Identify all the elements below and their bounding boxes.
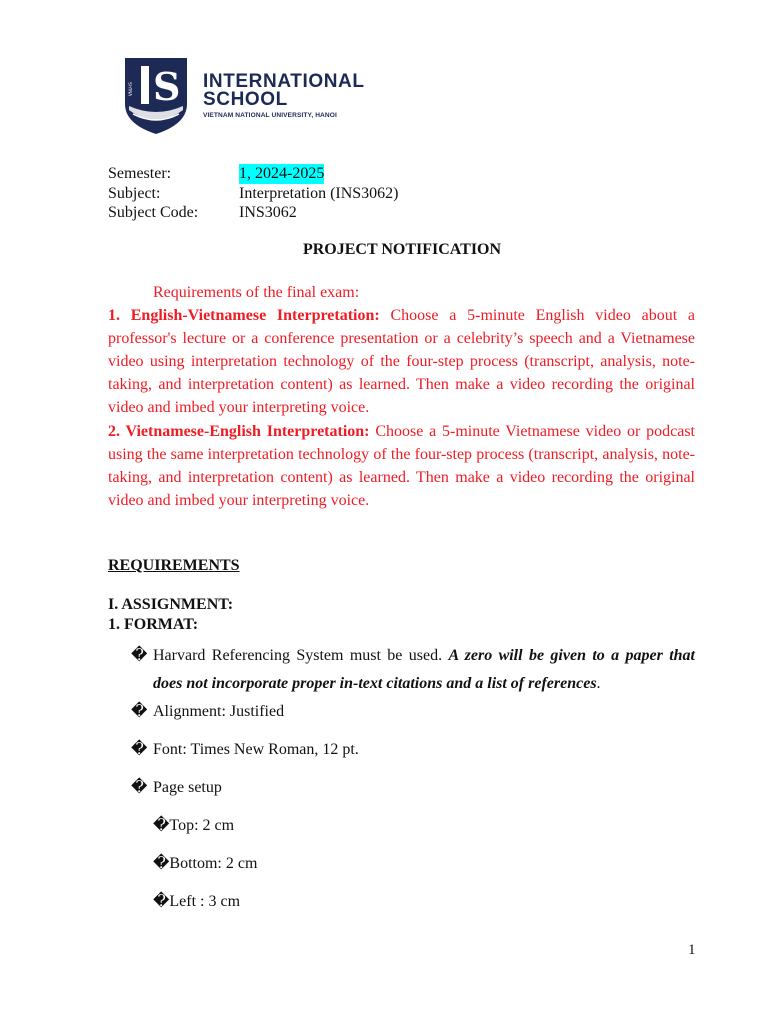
- bullet2-text: Alignment: Justified: [153, 703, 285, 720]
- item1-heading: 1. English-Vietnamese Interpretation:: [108, 307, 380, 324]
- subject-label: Subject:: [108, 184, 161, 202]
- bullet-marker-icon: �: [131, 741, 148, 758]
- final-exam-item-2: [108, 420, 695, 512]
- format-bullet-page-setup: [131, 774, 222, 802]
- subject-code-label: Subject Code:: [108, 204, 199, 221]
- item2-heading: 2. Vietnamese-English Interpretation:: [108, 423, 370, 440]
- semester-value: 1, 2024-2025: [239, 165, 325, 182]
- item2-text: Choose a 5-minute Vietnamese video or podcast using the same interpretation technology of the four-step process (transcript, analysis, note-taking, and interpretation content) as learned. Then make a video recording the original video and imbed your interpreting voice.: [108, 423, 695, 509]
- item1-text: Choose a 5-minute English video about a professor's lecture or a conference presentation or a celebrity’s speech and a Vietnamese video using interpretation technology of the four-step process (transcript, analysis, note-taking, and interpretation content) as learned. Then make a video recording the original video and imbed your interpreting voice.: [108, 307, 696, 416]
- subject-value: Interpretation (INS3062): [239, 184, 399, 202]
- bullet-marker-icon: �: [131, 647, 148, 664]
- page-title: PROJECT NOTIFICATION: [302, 241, 502, 258]
- page-setup-left: [153, 888, 240, 916]
- school-name-line1: INTERNATIONAL: [203, 71, 365, 92]
- bullet-marker-icon: �: [131, 703, 148, 720]
- page-number: 1: [688, 942, 696, 958]
- school-name: [203, 73, 365, 119]
- semester-label: Semester:: [108, 165, 172, 182]
- page-setup-left-text: Left : 3 cm: [169, 893, 241, 910]
- svg-text:VNU-IS: VNU-IS: [128, 82, 133, 96]
- page-setup-top-text: Top: 2 cm: [169, 817, 235, 834]
- bullet3-text: Font: Times New Roman, 12 pt.: [153, 741, 359, 758]
- sub-marker-icon: �: [153, 855, 170, 872]
- bullet1-end: .: [596, 675, 601, 692]
- format-bullet-referencing: [131, 642, 696, 692]
- bullet-marker-icon: �: [131, 779, 148, 796]
- sub-marker-icon: �: [153, 893, 170, 910]
- final-exam-intro: Requirements of the final exam:: [153, 284, 360, 301]
- bullet4-text: Page setup: [153, 779, 222, 796]
- school-name-line3: VIETNAM NATIONAL UNIVERSITY, HANOI: [203, 112, 337, 119]
- subject-code-value: INS3062: [239, 204, 297, 221]
- school-logo: [123, 56, 363, 136]
- format-heading: 1. FORMAT:: [108, 616, 199, 633]
- school-name-line2: SCHOOL: [203, 89, 288, 110]
- page-setup-top: [153, 812, 234, 840]
- school-crest-icon: [123, 56, 189, 136]
- format-bullet-alignment: [131, 698, 284, 726]
- page-setup-bottom-text: Bottom: 2 cm: [169, 855, 258, 872]
- assignment-headings: [108, 595, 233, 635]
- sub-marker-icon: �: [153, 817, 170, 834]
- page-setup-bottom: [153, 850, 257, 878]
- final-exam-item-1: [108, 304, 695, 419]
- assignment-heading: I. ASSIGNMENT:: [108, 596, 234, 613]
- bullet1-text: Harvard Referencing System must be used.: [153, 647, 449, 664]
- course-info: [108, 164, 508, 223]
- format-bullet-font: [131, 736, 359, 764]
- bullet1-emphasis: A zero will be given to a paper that does not incorporate proper in-text citations and a list of references: [153, 647, 696, 692]
- svg-text:S: S: [153, 64, 181, 109]
- requirements-heading: REQUIREMENTS: [108, 557, 240, 574]
